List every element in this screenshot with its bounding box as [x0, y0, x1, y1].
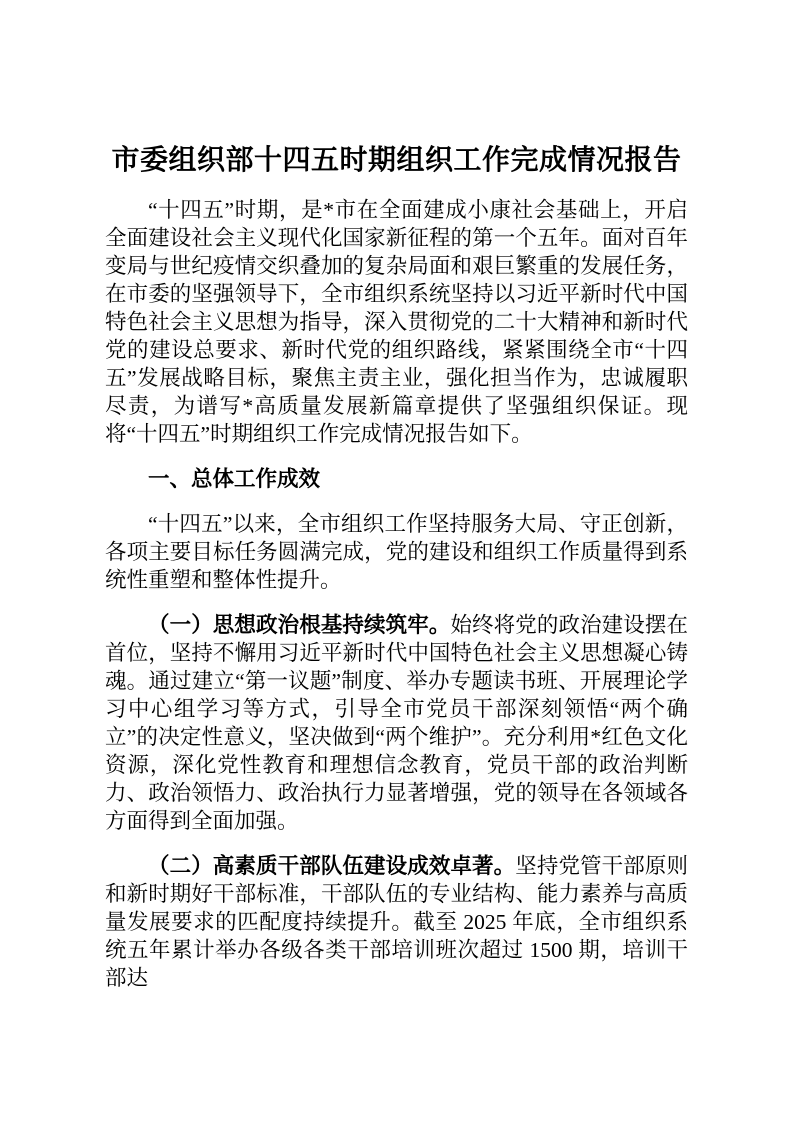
- section-1-item-2-body: 坚持党管干部原则和新时期好干部标准，干部队伍的专业结构、能力素养与高质量发展要求的匹配度持续提升。截至 2025 年底，全市组织系统五年累计举办各级各类干部培训班次超过 1500 期，培训干部达: [105, 854, 688, 990]
- document-title: 市委组织部十四五时期组织工作完成情况报告: [111, 145, 682, 176]
- intro-paragraph: “十四五”时期，是*市在全面建成小康社会基础上，开启全面建设社会主义现代化国家新征程的第一个五年。面对百年变局与世纪疫情交织叠加的复杂局面和艰巨繁重的发展任务，在市委的坚强领导下，全市组织系统坚持以习近平新时代中国特色社会主义思想为指导，深入贯彻党的二十大精神和新时代党的建设总要求、新时代党的组织路线，紧紧围绕全市“十四五”发展战略目标，聚焦主责主业，强化担当作为，忠诚履职尽责，为谱写*高质量发展新篇章提供了坚强组织保证。现将“十四五”时期组织工作完成情况报告如下。: [105, 198, 688, 446]
- section-1-item-1-lead: （一）思想政治根基持续筑牢。: [148, 613, 451, 637]
- section-1-overview-paragraph: “十四五”以来，全市组织工作坚持服务大局、守正创新，各项主要目标任务圆满完成，党的建设和组织工作质量得到系统性重塑和整体性提升。: [105, 512, 688, 592]
- section-1-item-1-body: 始终将党的政治建设摆在首位，坚持不懈用习近平新时代中国特色社会主义思想凝心铸魂。通过建立“第一议题”制度、举办专题读书班、开展理论学习中心组学习等方式，引导全市党员干部深刻领悟“两个确立”的决定性意义，坚决做到“两个维护”。充分利用*红色文化资源，深化党性教育和理想信念教育，党员干部的政治判断力、政治领悟力、政治执行力显著增强，党的领导在各领域各方面得到全面加强。: [105, 613, 688, 833]
- section-1-heading: 一、总体工作成效: [148, 467, 321, 491]
- section-1-item-1-paragraph: [105, 611, 688, 835]
- section-1-item-2-paragraph: [105, 852, 688, 992]
- section-1-item-2-lead: （二）高素质干部队伍建设成效卓著。: [148, 854, 516, 878]
